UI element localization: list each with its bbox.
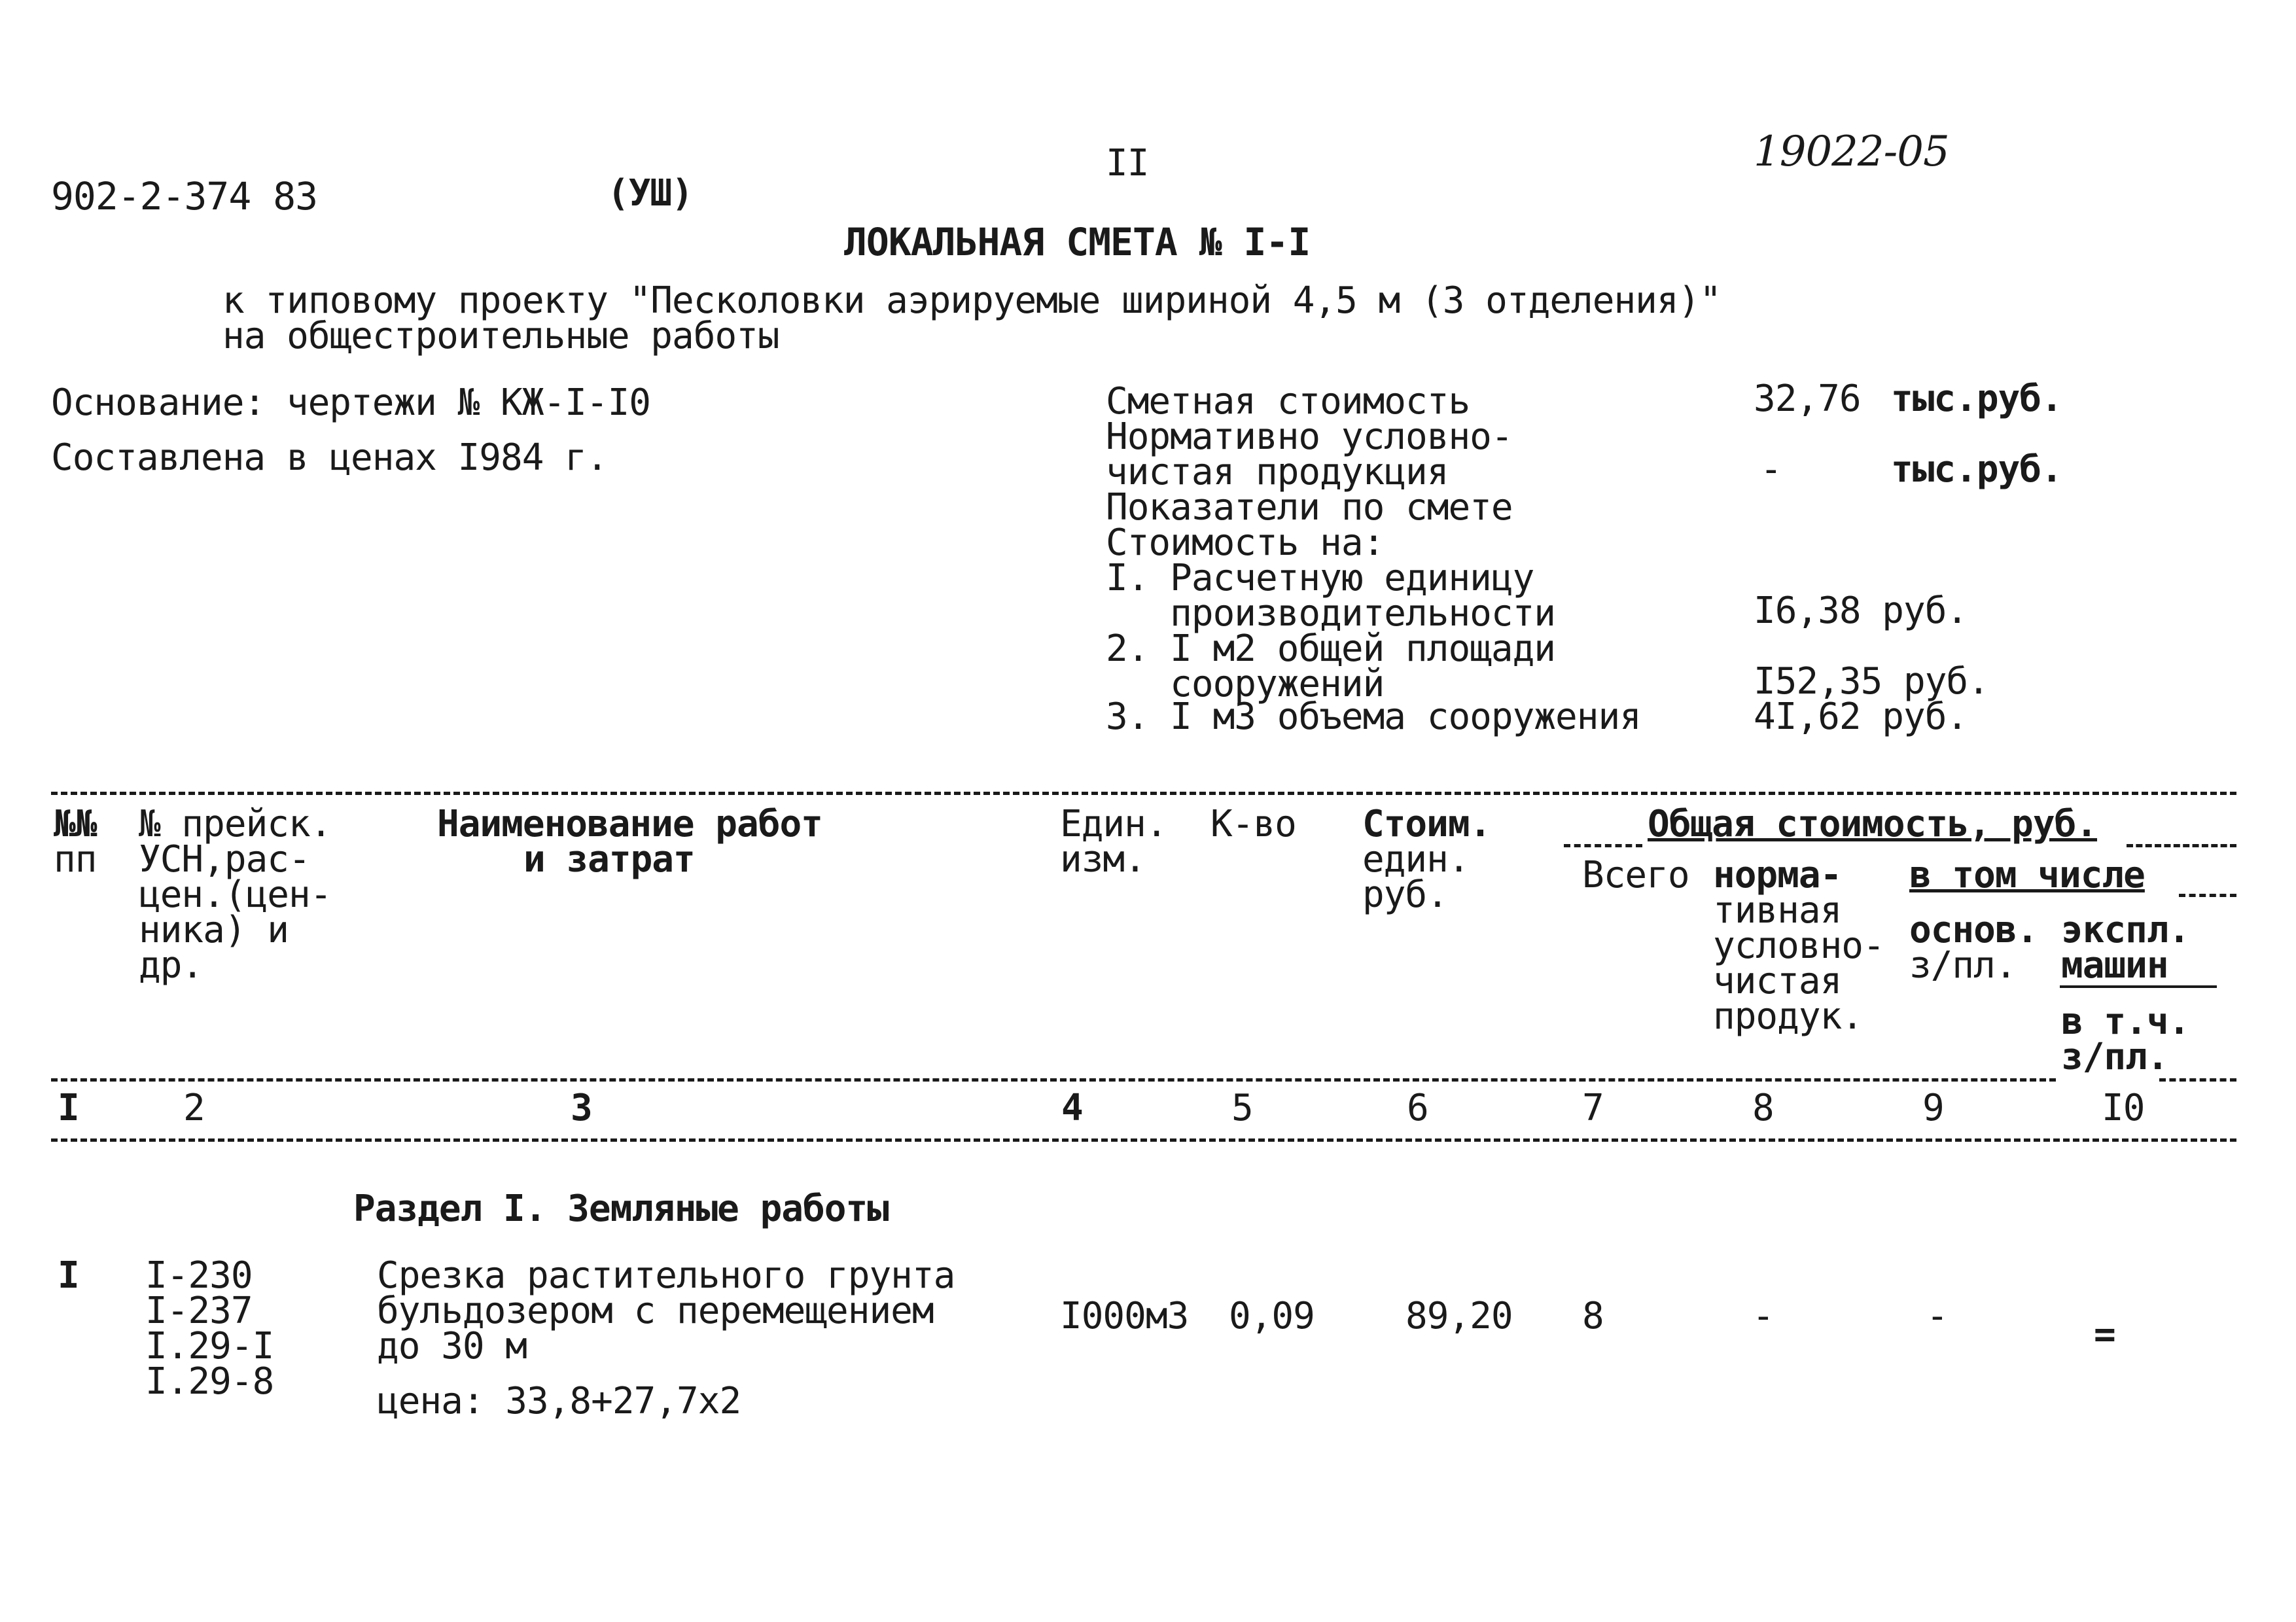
header-col3-line2: и затрат [523,838,695,881]
header-col6-line1: Стоим. [1362,803,1491,845]
column-number-3: 3 [571,1087,592,1129]
row-unit-cost: 89,20 [1405,1295,1513,1337]
row-quantity: 0,09 [1229,1295,1315,1337]
header-col10-sub-line1: в т.ч. [2061,1000,2190,1043]
handwritten-number: 19022-05 [1754,128,1949,176]
header-col3-line1: Наименование работ [437,803,822,845]
column-numbers-bottom-rule [51,1138,2236,1142]
row-code-4: I.29-8 [145,1360,274,1403]
row-work-name-line1: Срезка растительного грунта [377,1254,955,1297]
header-col10-sub-line2: з/пл. [2061,1036,2168,1078]
header-col9-line2: з/пл. [1909,944,2017,987]
column-number-4: 4 [1061,1087,1083,1129]
header-col8-line2: тивная [1713,889,1842,932]
table-top-rule [51,792,2236,795]
basis-text: Основание: чертежи № КЖ-I-I0 [51,381,651,424]
net-product-label-2: чистая продукция [1106,451,1449,493]
machines-underline [2060,985,2217,988]
header-col10-line2: машин [2061,944,2168,987]
total-cost-left-rule [1564,844,1642,847]
row-total: 8 [1582,1295,1604,1337]
header-col8-line3: условно- [1713,925,1884,967]
indicators-label: Показатели по смете [1106,486,1513,529]
header-bottom-rule-left [51,1078,2056,1082]
header-col4-line1: Един. [1060,803,1167,845]
column-number-2: 2 [183,1087,205,1129]
column-number-6: 6 [1407,1087,1428,1129]
header-col10-line1: экспл. [2061,909,2190,951]
column-number-5: 5 [1231,1087,1253,1129]
indicator-2-line-2: сооружений [1106,663,1385,705]
row-price-formula: цена: 33,8+27,7х2 [377,1380,741,1422]
header-including: в том числе [1909,854,2145,896]
column-number-7: 7 [1582,1087,1604,1129]
header-col2-line2: УСН,рас- [139,838,310,881]
header-col2-line4: ника) и [139,909,289,951]
column-number-1: I [58,1087,79,1129]
header-col6-line2: един. [1362,838,1470,881]
indicator-1-line-1: I. Расчетную единицу [1106,557,1534,599]
header-col5: К-во [1210,803,1296,845]
indicator-2-line-1: 2. I м2 общей площади [1106,627,1556,670]
row-code-3: I.29-I [145,1325,274,1367]
document-subtitle-line1: к типовому проекту "Песколовки аэрируемые шириной 4,5 м (3 отделения)" [222,279,1722,322]
column-number-8: 8 [1752,1087,1774,1129]
column-number-9: 9 [1922,1087,1944,1129]
including-right-rule [2179,894,2236,897]
indicator-2-value: I52,35 руб. [1754,660,1989,703]
row-base-wage: - [1926,1295,1948,1337]
page-number: II [1106,142,1149,185]
header-bottom-rule-right [2159,1078,2236,1082]
row-number: I [58,1254,79,1297]
prices-text: Составлена в ценах I984 г. [51,436,608,479]
header-col2-line5: др. [139,944,203,987]
header-col1-line1: №№ [54,803,97,845]
header-col1-line2: пп [54,838,97,881]
row-work-name-line2: бульдозером с перемещением [377,1290,934,1332]
header-col6-line3: руб. [1362,873,1448,916]
cost-per-label: Стоимость на: [1106,521,1385,564]
row-work-name-line3: до 30 м [377,1325,527,1367]
row-code-1: I-230 [145,1254,253,1297]
header-total-cost: Общая стоимость, руб. [1648,803,2098,845]
header-col8-line4: чистая [1713,960,1842,1002]
document-code: 902-2-374 83 [51,174,318,219]
header-col9-line1: основ. [1909,909,2038,951]
header-col8-line1: норма- [1713,854,1842,896]
column-number-10: I0 [2102,1087,2145,1129]
header-col8-line5: продук. [1713,995,1863,1038]
row-code-2: I-237 [145,1290,253,1332]
row-net-product: - [1752,1295,1774,1337]
estimated-cost-unit: тыс.руб. [1891,378,2062,420]
estimated-cost-label: Сметная стоимость [1106,380,1470,423]
net-product-value: - [1760,448,1782,491]
header-col2-line3: цен.(цен- [139,873,332,916]
indicator-3-value: 4I,62 руб. [1754,696,1968,738]
row-unit: I000м3 [1060,1295,1189,1337]
row-machines: = [2094,1313,2115,1356]
header-col7: Всего [1582,854,1689,896]
section-title: Раздел I. Земляные работы [353,1188,889,1230]
volume-label: (УШ) [607,172,693,215]
header-col4-line2: изм. [1060,838,1146,881]
net-product-label-1: Нормативно условно- [1106,415,1513,458]
document-title: ЛОКАЛЬНАЯ СМЕТА № I-I [844,220,1311,264]
document-subtitle-line2: на общестроительные работы [222,315,779,357]
estimated-cost-value: 32,76 [1754,378,1861,420]
total-cost-right-rule [2127,844,2236,847]
header-col2-line1: № прейск. [139,803,332,845]
net-product-unit: тыс.руб. [1891,448,2062,491]
indicator-1-value: I6,38 руб. [1754,590,1968,632]
indicator-3-line-1: 3. I м3 объема сооружения [1106,696,1641,738]
indicator-1-line-2: производительности [1106,592,1556,635]
